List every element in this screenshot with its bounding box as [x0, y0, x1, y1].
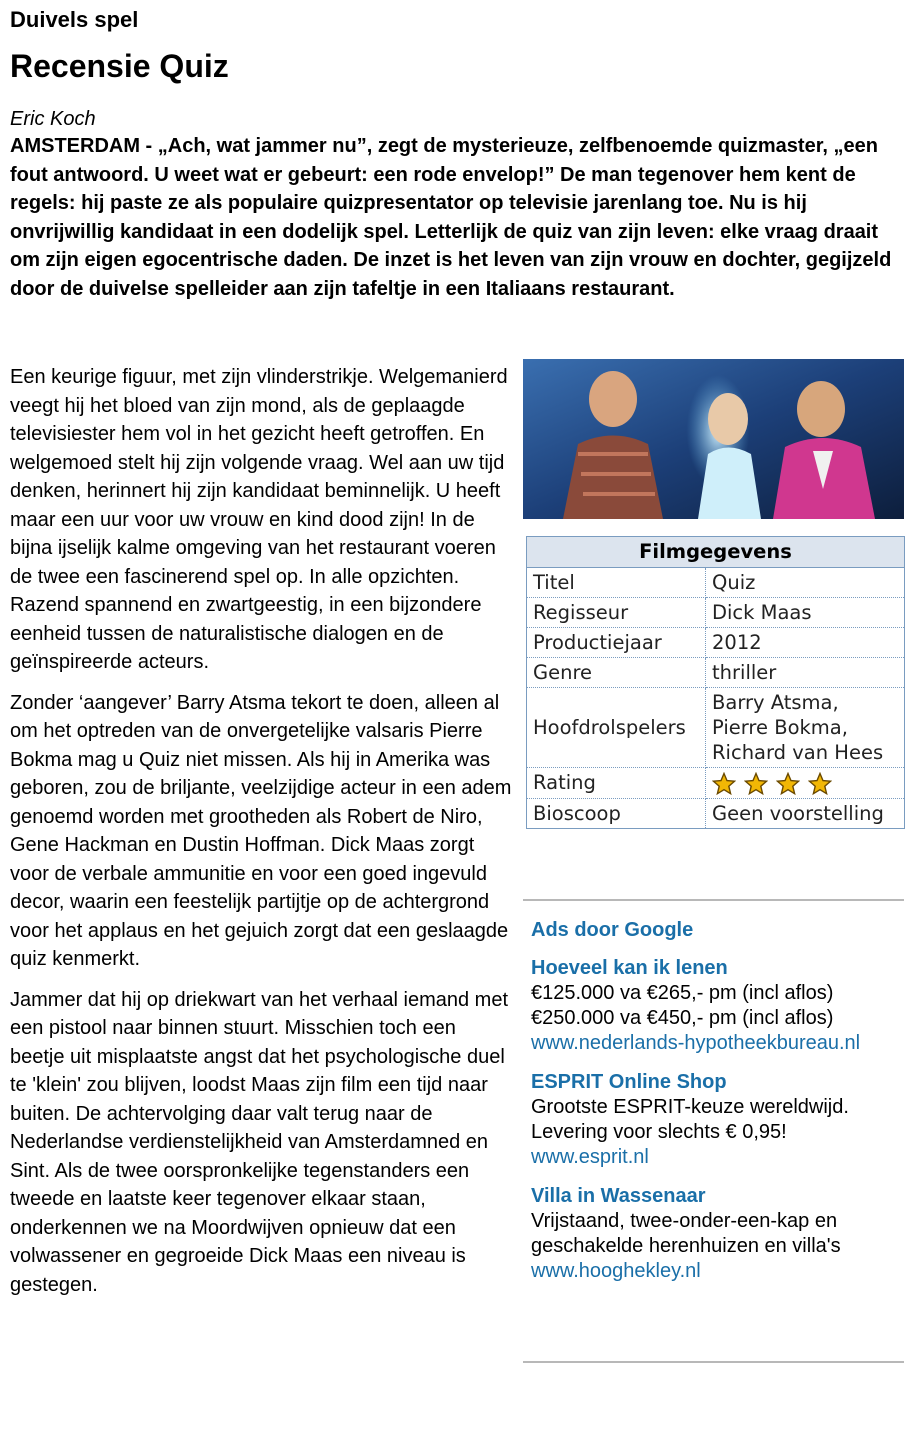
fact-label-director: Regisseur: [527, 598, 706, 628]
fact-label-cast: Hoofdrolspelers: [527, 688, 706, 768]
table-row: [527, 658, 904, 688]
table-row: [527, 598, 904, 628]
google-ads-block: [531, 918, 903, 1298]
table-row: [527, 628, 904, 658]
fact-value-year: 2012: [706, 628, 905, 658]
body-paragraph: Zonder ‘aangever’ Barry Atsma tekort te doen, alleen al om het optreden van de onvergetelijke valsaris Pierre Bokma mag u Quiz niet missen. Als hij in Amerika was geboren, zou de briljante, veelzijdige acteur in een adem genoemd worden met grootheden als Robert de Niro, Gene Hackman en Dustin Hoffman. Dick Maas zorgt voor de verbale ammunitie en voor een goed ingevuld decor, waarin een feestelijk partijtje op de achtergrond voor het applaus en het gejuich zorgt dat een geslaagde quiz kenmerkt.: [10, 691, 512, 970]
fact-label-cinema: Bioscoop: [527, 798, 706, 828]
fact-label-year: Productiejaar: [527, 628, 706, 658]
ad-item: [531, 956, 903, 1056]
ads-divider-top: [523, 899, 904, 901]
film-still-photo: [523, 359, 904, 519]
ad-url-link[interactable]: www.hooghekley.nl: [531, 1260, 701, 1282]
ad-item: [531, 1184, 903, 1284]
fact-value-genre: thriller: [706, 658, 905, 688]
ad-headline-link[interactable]: ESPRIT Online Shop: [531, 1071, 727, 1093]
star-icon: [776, 772, 800, 796]
ad-item: [531, 1070, 903, 1170]
film-facts-heading: Filmgegevens: [527, 537, 904, 568]
star-icon: [712, 772, 736, 796]
ads-title-link[interactable]: Ads door Google: [531, 919, 694, 941]
ad-headline-link[interactable]: Hoeveel kan ik lenen: [531, 957, 728, 979]
fact-value-cinema: Geen voorstelling: [712, 801, 884, 825]
ad-text: Grootste ESPRIT-keuze wereldwijd. Levering voor slechts € 0,95!: [531, 1096, 849, 1143]
table-row: [527, 688, 904, 768]
fact-value-director: Dick Maas: [706, 598, 905, 628]
ad-url-link[interactable]: www.esprit.nl: [531, 1146, 649, 1168]
body-paragraph: Jammer dat hij op driekwart van het verhaal iemand met een pistool naar binnen stuurt. Misschien toch een beetje uit misplaatste angst dat het psychologische duel te 'klein' zou blijven, loodst Maas zijn film een tijd naar buiten. De achtervolging daar valt terug naar de Nederlandse verdienstelijkheid van Amsterdamned en Sint. Als de twee oorspronkelijke tegenstanders een tweede en laatste keer tegenover elkaar staan, onderkennen we na Moordwijven opnieuw dat een volwassener en gegroeide Dick Maas een niveau is gestegen.: [10, 988, 509, 1296]
star-icon: [744, 772, 768, 796]
rating-stars: [712, 772, 832, 796]
article-author: Eric Koch: [10, 108, 96, 130]
article-title: Recensie Quiz: [10, 48, 229, 84]
ad-url-link[interactable]: www.nederlands-hypotheekbureau.nl: [531, 1032, 861, 1054]
fact-value-cast: Barry Atsma, Pierre Bokma, Richard van Hees: [706, 688, 905, 768]
fact-label-genre: Genre: [527, 658, 706, 688]
ads-divider-bottom: [523, 1361, 904, 1363]
film-still-image: [523, 359, 904, 519]
article-lead: AMSTERDAM - „Ach, wat jammer nu”, zegt de mysterieuze, zelfbenoemde quizmaster, „een fout antwoord. U weet wat er gebeurt: een rode envelop!” De man tegenover hem kent de regels: hij paste ze als populaire quizpresentator op televisie jarenlang toe. Nu is hij onvrijwillig kandidaat in een dodelijk spel. Letterlijk de quiz van zijn leven: elke vraag draait om zijn eigen egocentrische daden. De inzet is het leven van zijn vrouw en dochter, gegijzeld door de duivelse spelleider aan zijn tafeltje in een Italiaans restaurant.: [10, 135, 892, 300]
star-icon: [808, 772, 832, 796]
article-kicker: Duivels spel: [10, 7, 139, 32]
fact-value-rating: [706, 768, 905, 799]
ad-text: Vrijstaand, twee-onder-een-kap en geschakelde herenhuizen en villa's: [531, 1210, 841, 1257]
ad-text: €125.000 va €265,- pm (incl aflos) €250.000 va €450,- pm (incl aflos): [531, 982, 834, 1029]
table-row: [527, 798, 904, 828]
fact-value-title: Quiz: [706, 568, 905, 598]
table-row: [527, 568, 904, 598]
ad-headline-link[interactable]: Villa in Wassenaar: [531, 1185, 706, 1207]
fact-label-title: Titel: [527, 568, 706, 598]
fact-label-rating: Rating: [527, 768, 706, 799]
body-paragraph: Een keurige figuur, met zijn vlinderstrikje. Welgemanierd veegt hij het bloed van zijn mond, als de geplaagde televisiester hem vol in het gezicht heeft getroffen. En welgemoed stelt hij zijn volgende vraag. Wel aan uw tijd denken, herinnert hij zijn kandidaat beminnelijk. U heeft maar een uur voor uw vrouw en kind dood zijn! In de bijna ijselijk kalme omgeving van het restaurant voeren de twee een fascinerend spel op. In alle opzichten. Razend spannend en zwartgeestig, in een bijzondere eenheid tussen de naturalistische dialogen en de geïnspireerde acteurs.: [10, 366, 508, 673]
film-facts-table: [526, 536, 905, 829]
table-row: [527, 768, 904, 799]
